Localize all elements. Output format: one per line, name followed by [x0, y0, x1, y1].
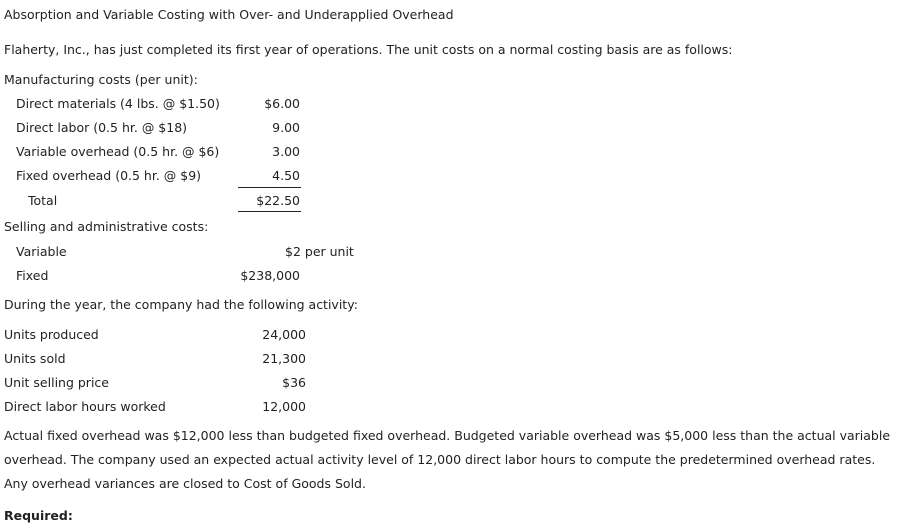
- mfg-row-value: 9.00: [272, 120, 300, 135]
- activity-row-label: Units sold: [4, 351, 66, 366]
- activity-row-value: 12,000: [262, 399, 306, 414]
- selling-fixed-label: Fixed: [16, 268, 49, 283]
- intro-text: Flaherty, Inc., has just completed its first year of operations. The unit costs on a normal costing basis are as follows:: [4, 42, 733, 57]
- required-label: Required:: [4, 508, 73, 523]
- mfg-row-label: Fixed overhead (0.5 hr. @ $9): [16, 168, 202, 183]
- selling-variable-value: $2 per unit: [285, 244, 354, 259]
- selling-variable-label: Variable: [16, 244, 67, 259]
- mfg-row-label: Direct materials (4 lbs. @ $1.50): [16, 96, 220, 111]
- selling-heading: Selling and administrative costs:: [4, 219, 209, 234]
- activity-heading: During the year, the company had the following activity:: [4, 297, 358, 312]
- mfg-row-label: Variable overhead (0.5 hr. @ $6): [16, 144, 220, 159]
- mfg-row-value: 4.50: [272, 168, 300, 183]
- activity-row-label: Direct labor hours worked: [4, 399, 166, 414]
- closing-paragraph: Actual fixed overhead was $12,000 less than budgeted fixed overhead. Budgeted variable overhead was $5,000 less than the actual variable overhead. The company used an expected actual activity level of 12,000 direct labor hours to compute the predetermined overhead rates. Any overhead variances are closed to Cost of Goods Sold.: [4, 428, 891, 491]
- mfg-total-value: $22.50: [256, 193, 300, 208]
- mfg-row-value: 3.00: [272, 144, 300, 159]
- mfg-total-label: Total: [28, 193, 58, 208]
- page-title: Absorption and Variable Costing with Over- and Underapplied Overhead: [4, 7, 454, 22]
- manufacturing-heading: Manufacturing costs (per unit):: [4, 72, 198, 87]
- mfg-row-label: Direct labor (0.5 hr. @ $18): [16, 120, 188, 135]
- total-rule-top: [238, 187, 301, 188]
- activity-row-label: Units produced: [4, 327, 99, 342]
- selling-fixed-value: $238,000: [240, 268, 300, 283]
- activity-row-value: $36: [282, 375, 306, 390]
- total-rule-bottom: [238, 211, 301, 212]
- activity-row-value: 24,000: [262, 327, 306, 342]
- mfg-row-value: $6.00: [264, 96, 300, 111]
- activity-row-value: 21,300: [262, 351, 306, 366]
- activity-row-label: Unit selling price: [4, 375, 109, 390]
